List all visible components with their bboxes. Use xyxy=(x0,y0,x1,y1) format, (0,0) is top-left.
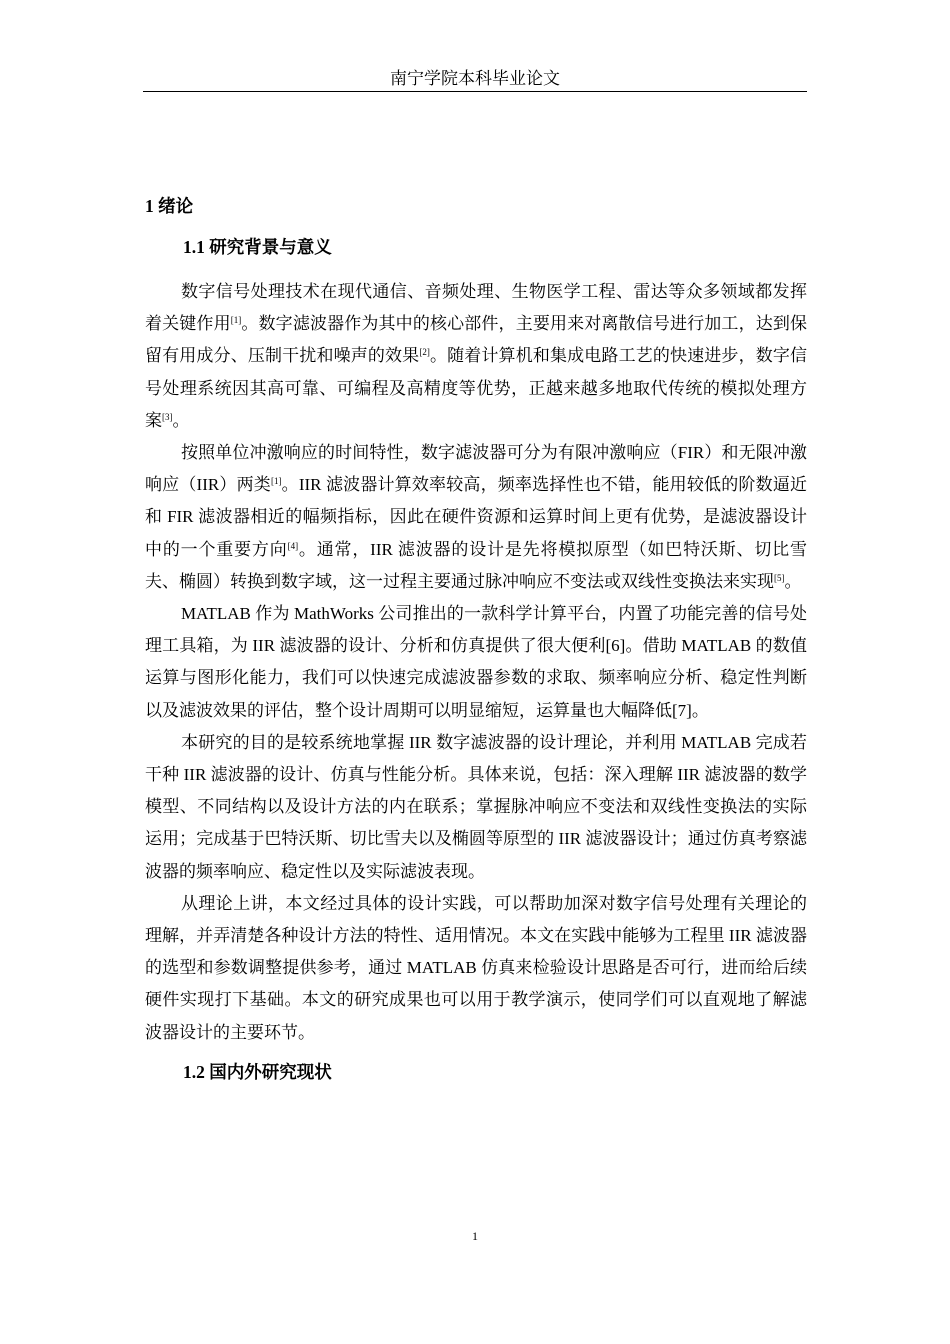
body-paragraph xyxy=(145,598,807,727)
page-body xyxy=(145,193,807,1086)
chapter-heading: 1 绪论 xyxy=(145,196,194,216)
paragraph-text: 按照单位冲激响应的时间特性，数字滤波器可分为有限冲激响应（FIR）和无限冲激响应（IIR）两类 xyxy=(145,443,807,495)
section-heading-1-1: 1.1 研究背景与意义 xyxy=(183,237,332,257)
citation-ref: [2] xyxy=(419,347,430,358)
paragraph-text: 。IIR 滤波器计算效率较高，频率选择性也不错，能用较低的阶数逼近和 FIR 滤波器相近的幅频指标，因此在硬件资源和运算时间上更有优势，是滤波器设计中的一个重要方向 xyxy=(145,475,807,559)
paragraph-text: 本研究的目的是较系统地掌握 IIR 数字滤波器的设计理论，并利用 MATLAB 完成若干种 IIR 滤波器的设计、仿真与性能分析。具体来说，包括：深入理解 IIR 滤波器的数学模型、不同结构以及设计方法的内在联系；掌握脉冲响应不变法和双线性变换法的实际运用；完成基于巴特沃斯、切比雪夫以及椭圆等原型的 IIR 滤波器设计；通过仿真考察滤波器的频率响应、稳定性以及实际滤波表现。 xyxy=(145,732,807,881)
body-paragraph xyxy=(145,276,807,437)
header-rule xyxy=(143,91,807,92)
citation-ref: [5] xyxy=(774,572,785,583)
body-paragraph xyxy=(145,888,807,1049)
body-paragraphs xyxy=(145,276,807,1049)
paragraph-text: 。数字滤波器作为其中的核心部件，主要用来对离散信号进行加工，达到保留有用成分、压制干扰和噪声的效果 xyxy=(145,314,808,366)
paragraph-text: 。 xyxy=(172,410,190,430)
citation-ref: [1] xyxy=(230,315,242,326)
paragraph-text: 。 xyxy=(784,571,802,591)
paragraph-text: MATLAB 作为 MathWorks 公司推出的一款科学计算平台，内置了功能完善的信号处理工具箱，为 IIR 滤波器的设计、分析和仿真提供了很大便利[6]。借助 MATLAB 的数值运算与图形化能力，我们可以快速完成滤波器参数的求取、频率响应分析、稳定性判断以及滤波效果的评估，整个设计周期可以明显缩短，运算量也大幅降低[7]。 xyxy=(145,604,807,720)
citation-ref: [3] xyxy=(162,411,173,422)
paragraph-text: 从理论上讲，本文经过具体的设计实践，可以帮助加深对数字信号处理有关理论的理解，并弄清楚各种设计方法的特性、适用情况。本文在实践中能够为工程里 IIR 滤波器的选型和参数调整提供参考，通过 MATLAB 仿真来检验设计思路是否可行，进而给后续硬件实现打下基础。本文的研究成果也可以用于教学演示，使同学们可以直观地了解滤波器设计的主要环节。 xyxy=(145,893,807,1042)
page-number: 1 xyxy=(472,1229,478,1243)
body-paragraph xyxy=(145,727,807,888)
paragraph-text: 。通常，IIR 滤波器的设计是先将模拟原型（如巴特沃斯、切比雪夫、椭圆）转换到数字域，这一过程主要通过脉冲响应不变法或双线性变换法来实现 xyxy=(145,539,807,591)
page-header: 南宁学院本科毕业论文 xyxy=(390,69,560,88)
citation-ref: [4] xyxy=(287,540,299,551)
body-paragraph xyxy=(145,437,807,598)
paragraph-text: 。随着计算机和集成电路工艺的快速进步，数字信号处理系统因其高可靠、可编程及高精度等优势，正越来越多地取代传统的模拟处理方案 xyxy=(145,346,808,430)
citation-ref: [1] xyxy=(270,476,282,487)
paragraph-text: 数字信号处理技术在现代通信、音频处理、生物医学工程、雷达等众多领域都发挥着关键作用 xyxy=(145,282,807,334)
section-heading-1-2: 1.2 国内外研究现状 xyxy=(183,1061,332,1082)
